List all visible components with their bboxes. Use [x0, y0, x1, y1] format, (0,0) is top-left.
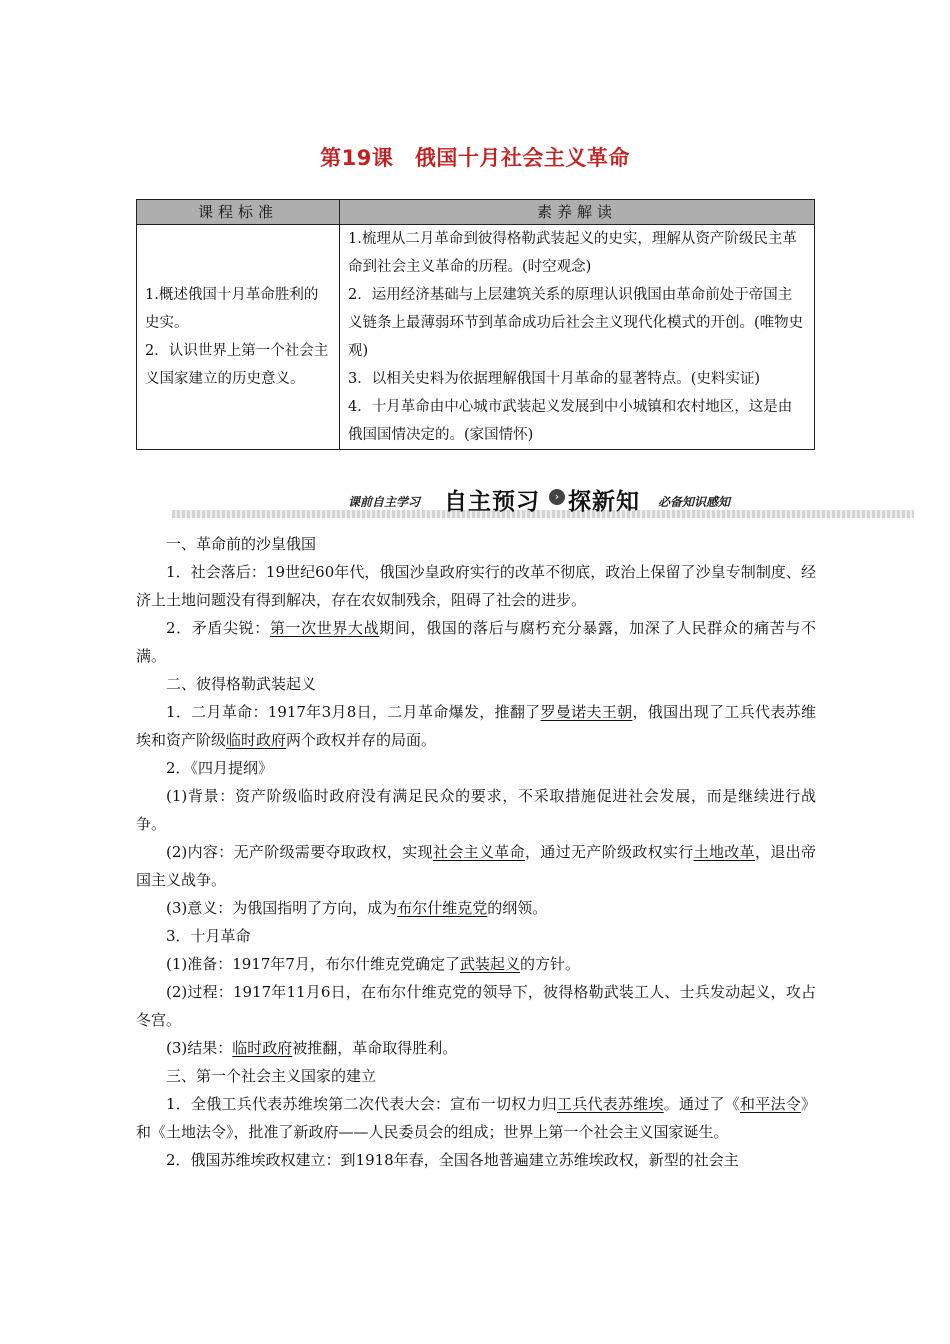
key-term: 武装起义 [459, 955, 520, 973]
paragraph: 2．俄国苏维埃政权建立：到1918年春，全国各地普遍建立苏维埃政权，新型的社会主 [166, 1151, 739, 1169]
key-term: 布尔什维克党 [397, 899, 488, 917]
key-term: 社会主义革命 [432, 843, 525, 861]
section-banner [172, 483, 914, 521]
header-course-standard: 课程标准 [137, 200, 340, 225]
standards-table [136, 199, 815, 450]
standards-cell [137, 225, 340, 450]
standard-item: 1.概述俄国十月革命胜利的史实。 [145, 287, 319, 331]
paragraph: (3)意义：为俄国指明了方向，成为布尔什维克党的纲领。 [166, 899, 548, 917]
paragraph: 2．《四月提纲》 [166, 759, 274, 777]
paragraph: (1)背景：资产阶级临时政府没有满足民众的要求，不采取措施促进社会发展，而是继续进行战争。 [136, 787, 816, 833]
paragraph: (2)过程：1917年11月6日，在布尔什维克党的领导下，彼得格勒武装工人、士兵发动起义，攻占冬宫。 [136, 983, 816, 1029]
chevron-right-icon: › [549, 489, 565, 505]
banner-left-caption: 课前自主学习 [348, 495, 421, 509]
header-literacy-interpretation: 素养解读 [340, 200, 815, 225]
literacy-item: 1.梳理从二月革命到彼得格勒武装起义的史实，理解从资产阶级民主革命到社会主义革命的历程。(时空观念) [348, 231, 797, 275]
banner-right-caption: 必备知识感知 [658, 495, 731, 509]
paragraph: 1．社会落后：19世纪60年代，俄国沙皇政府实行的改革不彻底，政治上保留了沙皇专制制度、经济上土地问题没有得到解决，存在农奴制残余，阻碍了社会的进步。 [136, 563, 816, 609]
key-term: 工兵代表苏维埃 [556, 1095, 664, 1113]
paragraph: (1)准备：1917年7月，布尔什维克党确定了武装起义的方针。 [166, 955, 580, 973]
banner-title-left: 自主预习 [444, 489, 540, 515]
key-term: 临时政府 [226, 731, 287, 749]
key-term: 土地改革 [693, 843, 755, 861]
table-row [137, 225, 815, 450]
content-body [136, 530, 816, 1174]
key-term: 和平法令 [739, 1095, 801, 1113]
literacy-item: 4．十月革命由中心城市武装起义发展到中小城镇和农村地区，这是由俄国国情决定的。(家国情怀) [348, 399, 793, 443]
section-heading: 一、革命前的沙皇俄国 [166, 535, 317, 553]
banner-strip [172, 510, 914, 518]
table-header-row [137, 200, 815, 225]
banner-title-right: 探新知 [568, 489, 640, 515]
paragraph: 3．十月革命 [166, 927, 251, 945]
literacy-cell [340, 225, 815, 450]
page-title: 第19课 俄国十月社会主义革命 [320, 146, 630, 170]
literacy-item: 3．以相关史料为依据理解俄国十月革命的显著特点。(史料实证) [348, 371, 761, 387]
standard-item: 2．认识世界上第一个社会主义国家建立的历史意义。 [145, 343, 329, 387]
paragraph: 1．二月革命：1917年3月8日，二月革命爆发，推翻了罗曼诺夫王朝，俄国出现了工兵代表苏维埃和资产阶级临时政府两个政权并存的局面。 [136, 703, 816, 749]
section-heading: 二、彼得格勒武装起义 [166, 675, 317, 693]
key-term: 临时政府 [232, 1039, 293, 1057]
literacy-item: 2．运用经济基础与上层建筑关系的原理认识俄国由革命前处于帝国主义链条上最薄弱环节到革命成功后社会主义现代化模式的开创。(唯物史观) [348, 287, 804, 359]
section-heading: 三、第一个社会主义国家的建立 [166, 1067, 377, 1085]
paragraph: (2)内容：无产阶级需要夺取政权，实现社会主义革命，通过无产阶级政权实行土地改革，退出帝国主义战争。 [136, 843, 816, 889]
key-term: 罗曼诺夫王朝 [540, 703, 633, 721]
paragraph: (3)结果：临时政府被推翻，革命取得胜利。 [166, 1039, 458, 1057]
paragraph: 2．矛盾尖锐：第一次世界大战期间，俄国的落后与腐朽充分暴露，加深了人民群众的痛苦与不满。 [136, 619, 816, 665]
key-term: 第一次世界大战 [269, 619, 380, 637]
paragraph: 1．全俄工兵代表苏维埃第二次代表大会：宣布一切权力归工兵代表苏维埃。通过了《和平法令》和《土地法令》，批准了新政府——人民委员会的组成；世界上第一个社会主义国家诞生。 [136, 1095, 816, 1141]
